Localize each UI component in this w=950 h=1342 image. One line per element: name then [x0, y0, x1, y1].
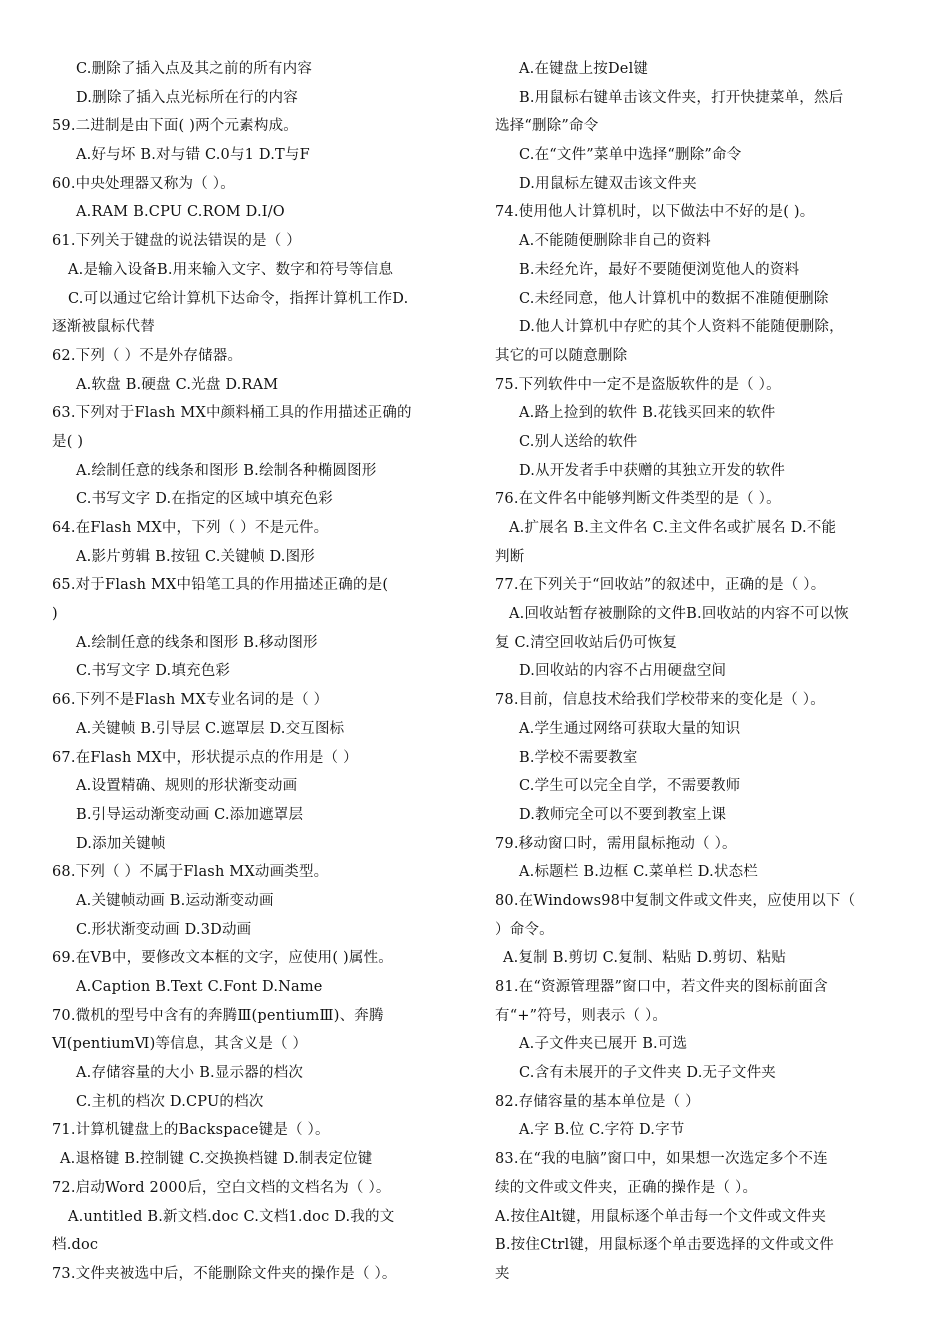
text-line: C.别人送给的软件 [519, 433, 638, 450]
text-line: Ⅵ(pentiumⅥ)等信息，其含义是（ ） [52, 1036, 308, 1053]
text-line: A.按住Alt键，用鼠标逐个单击每一个文件或文件夹 [495, 1208, 827, 1225]
text-line: A.退格键 B.控制键 C.交换换档键 D.制表定位键 [60, 1151, 373, 1168]
text-line: A.untitled B.新文档.doc C.文档1.doc D.我的文 [68, 1208, 395, 1225]
text-line: A.扩展名 B.主文件名 C.主文件名或扩展名 D.不能 [509, 520, 837, 536]
text-line: 64.在Flash MX中，下列（ ）不是元件。 [52, 520, 329, 536]
left-column [52, 55, 460, 1289]
text-line: 复 C.清空回收站后仍可恢复 [495, 634, 678, 651]
text-line: A.设置精确、规则的形状渐变动画 [76, 778, 298, 795]
text-line: A.是输入设备B.用来输入文字、数字和符号等信息 [68, 261, 394, 278]
text-line: C.书写文字 D.在指定的区域中填充色彩 [76, 491, 334, 508]
text-line: 67.在Flash MX中，形状提示点的作用是（ ） [52, 749, 358, 766]
text-line: A.关键帧动画 B.运动渐变动画 [76, 892, 274, 909]
text-line: C.主机的档次 D.CPU的档次 [76, 1093, 264, 1110]
text-line: ）命令。 [495, 921, 554, 938]
text-line: B.引导运动渐变动画 C.添加遮罩层 [76, 806, 304, 823]
right-column [495, 55, 903, 1289]
text-line: 有“+”符号，则表示（ ）。 [495, 1007, 668, 1024]
text-line: A.在键盘上按Del键 [519, 61, 649, 77]
text-line: C.在“文件”菜单中选择“删除”命令 [519, 147, 742, 164]
text-line: C.可以通过它给计算机下达命令，指挥计算机工作D. [68, 290, 409, 307]
text-line: D.从开发者手中获赠的其独立开发的软件 [519, 462, 786, 479]
text-line: 62.下列（ ）不是外存储器。 [52, 347, 243, 364]
text-line: 其它的可以随意删除 [495, 347, 628, 364]
text-line: A.关键帧 B.引导层 C.遮罩层 D.交互图标 [76, 720, 345, 737]
text-line: A.绘制任意的线条和图形 B.绘制各种椭圆图形 [76, 462, 377, 479]
text-line: 75.下列软件中一定不是盗版软件的是（ ）。 [495, 376, 781, 393]
text-line: A.字 B.位 C.字符 D.字节 [519, 1122, 685, 1139]
text-line: 78.目前，信息技术给我们学校带来的变化是（ ）。 [495, 692, 825, 709]
text-line: 档.doc [52, 1237, 99, 1254]
text-line: 72.启动Word 2000后，空白文档的文档名为（ ）。 [52, 1179, 391, 1196]
text-line: B.按住Ctrl键，用鼠标逐个单击要选择的文件或文件 [495, 1237, 834, 1254]
text-line: A.复制 B.剪切 C.复制、粘贴 D.剪切、粘贴 [503, 950, 787, 967]
text-line: B.学校不需要教室 [519, 749, 638, 766]
text-line: D.教师完全可以不要到教室上课 [519, 806, 727, 823]
text-line: C.形状渐变动画 D.3D动画 [76, 921, 252, 938]
text-line: 判断 [495, 548, 525, 565]
text-line: 夹 [495, 1265, 510, 1282]
text-line: D.添加关键帧 [76, 835, 166, 852]
text-line: A.路上捡到的软件 B.花钱买回来的软件 [519, 405, 776, 422]
text-line: D.他人计算机中存贮的其个人资料不能随便删除， [519, 319, 844, 336]
text-line: A.回收站暂存被删除的文件B.回收站的内容不可以恢 [509, 606, 849, 623]
text-line: 70.微机的型号中含有的奔腾Ⅲ(pentiumⅢ)、奔腾 [52, 1007, 384, 1024]
text-line: 是( ) [52, 433, 84, 450]
text-line: A.Caption B.Text C.Font D.Name [76, 979, 323, 995]
text-line: 83.在“我的电脑”窗口中，如果想一次选定多个不连 [495, 1151, 828, 1168]
text-line: 选择“删除”命令 [495, 118, 599, 135]
text-line: ) [52, 606, 58, 623]
text-line: A.标题栏 B.边框 C.菜单栏 D.状态栏 [519, 864, 758, 881]
text-line: 76.在文件名中能够判断文件类型的是（ ）。 [495, 491, 781, 508]
text-line: 续的文件或文件夹，正确的操作是（ ）。 [495, 1179, 758, 1196]
text-line: A.好与坏 B.对与错 C.0与1 D.T与F [76, 147, 310, 164]
text-line: 66.下列不是Flash MX专业名词的是（ ） [52, 692, 329, 709]
text-line: A.影片剪辑 B.按钮 C.关键帧 D.图形 [76, 548, 315, 565]
text-line: 74.使用他人计算机时，以下做法中不好的是( )。 [495, 204, 815, 221]
text-line: 65.对于Flash MX中铅笔工具的作用描述正确的是( [52, 577, 389, 594]
text-line: 61.下列关于键盘的说法错误的是（ ） [52, 233, 301, 250]
text-line: A.不能随便删除非自己的资料 [519, 233, 711, 250]
text-line: 71.计算机键盘上的Backspace键是（ ）。 [52, 1122, 330, 1139]
text-line: 77.在下列关于“回收站”的叙述中，正确的是（ ）。 [495, 577, 826, 594]
text-line: 82.存储容量的基本单位是（ ） [495, 1093, 700, 1110]
text-line: A.软盘 B.硬盘 C.光盘 D.RAM [76, 376, 279, 393]
text-line: D.用鼠标左键双击该文件夹 [519, 175, 697, 192]
text-line: A.绘制任意的线条和图形 B.移动图形 [76, 634, 318, 651]
text-line: C.书写文字 D.填充色彩 [76, 663, 231, 680]
text-line: 60.中央处理器又称为（ ）。 [52, 175, 235, 192]
text-line: 68.下列（ ）不属于Flash MX动画类型。 [52, 864, 329, 881]
text-line: 69.在VB中，要修改文本框的文字，应使用( )属性。 [52, 950, 394, 967]
text-line: 63.下列对于Flash MX中颜料桶工具的作用描述正确的 [52, 405, 412, 422]
text-line: 80.在Windows98中复制文件或文件夹，应使用以下（ [495, 892, 856, 909]
text-line: C.删除了插入点及其之前的所有内容 [76, 61, 313, 77]
text-line: A.子文件夹已展开 B.可选 [519, 1036, 688, 1053]
text-line: 逐渐被鼠标代替 [52, 319, 155, 336]
text-line: B.用鼠标右键单击该文件夹，打开快捷菜单，然后 [519, 89, 844, 106]
text-line: B.未经允许，最好不要随便浏览他人的资料 [519, 261, 800, 278]
text-line: C.学生可以完全自学，不需要教师 [519, 778, 741, 795]
text-line: 59.二进制是由下面( )两个元素构成。 [52, 118, 298, 135]
text-line: 73.文件夹被选中后，不能删除文件夹的操作是（ ）。 [52, 1265, 397, 1282]
text-line: A.学生通过网络可获取大量的知识 [519, 720, 741, 737]
text-line: C.未经同意，他人计算机中的数据不准随便删除 [519, 290, 829, 307]
text-line: D.删除了插入点光标所在行的内容 [76, 89, 298, 106]
text-line: A.存储容量的大小 B.显示器的档次 [76, 1065, 304, 1082]
text-line: 81.在“资源管理器”窗口中，若文件夹的图标前面含 [495, 979, 828, 995]
text-line: D.回收站的内容不占用硬盘空间 [519, 663, 727, 680]
text-line: 79.移动窗口时，需用鼠标拖动（ ）。 [495, 835, 737, 852]
text-line: C.含有未展开的子文件夹 D.无子文件夹 [519, 1065, 777, 1082]
text-line: A.RAM B.CPU C.ROM D.I/O [76, 204, 285, 221]
